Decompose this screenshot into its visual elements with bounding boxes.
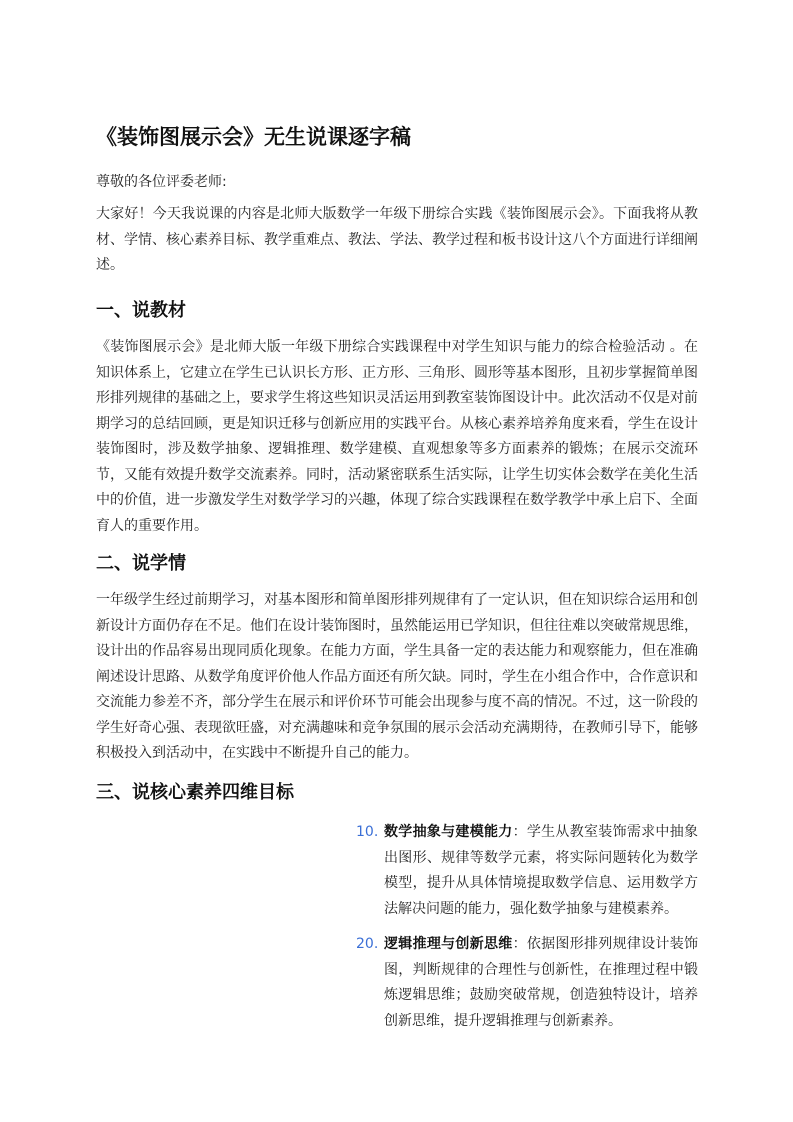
list-item (356, 820, 698, 922)
list-item-text: ：学生从教室装饰需求中抽象出图形、规律等数学元素，将实际问题转化为数学模型，提升从具体情境提取数学信息、运用数学方法解决问题的能力，强化数学抽象与建模素养。 (384, 824, 699, 917)
document-title: 《装饰图展示会》无生说课逐字稿 (96, 125, 411, 149)
greeting-text: 尊敬的各位评委老师: (96, 174, 227, 190)
list-item-term: 数学抽象与建模能力 (384, 824, 513, 840)
intro-paragraph: 大家好！今天我说课的内容是北师大版数学一年级下册综合实践《装饰图展示会》。下面我将从教材、学情、核心素养目标、教学重难点、教法、学法、教学过程和板书设计这八个方面进行详细阐述。 (96, 206, 698, 273)
section-heading-students: 二、说学情 (96, 553, 186, 574)
section-body-students: 一年级学生经过前期学习，对基本图形和简单图形排列规律有了一定认识，但在知识综合运用和创新设计方面仍存在不足。他们在设计装饰图时，虽然能运用已学知识，但往往难以突破常规思维，设计出的作品容易出现同质化现象。在能力方面，学生具备一定的表达能力和观察能力，但在准确阐述设计思路、从数学角度评价他人作品方面还有所欠缺。同时，学生在小组合作中，合作意识和交流能力参差不齐，部分学生在展示和评价环节可能会出现参与度不高的情况。不过，这一阶段的学生好奇心强、表现欲旺盛，对充满趣味和竞争氛围的展示会活动充满期待，在教师引导下，能够积极投入到活动中，在实践中不断提升自己的能力。 (96, 592, 698, 761)
list-item-text: ：依据图形排列规律设计装饰图，判断规律的合理性与创新性，在推理过程中锻炼逻辑思维；鼓励突破常规，创造独特设计，培养创新思维，提升逻辑推理与创新素养。 (384, 936, 699, 1029)
list-item-term: 逻辑推理与创新思维 (384, 936, 513, 952)
list-item-number: 20. (356, 936, 379, 952)
section-body-textbook: 《装饰图展示会》是北师大版一年级下册综合实践课程中对学生知识与能力的综合检验活动 。在知识体系上，它建立在学生已认识长方形、正方形、三角形、圆形等基本图形，且初步掌握简单图形排列规律的基础之上，要求学生将这些知识灵活运用到教室装饰图设计中。此次活动不仅是对前期学习的总结回顾，更是知识迁移与创新应用的实践平台。从核心素养培养角度来看，学生在设计装饰图时，涉及数学抽象、逻辑推理、数学建模、直观想象等多方面素养的锻炼；在展示交流环节，又能有效提升数学交流素养。同时，活动紧密联系生活实际，让学生切实体会数学在美化生活中的价值，进一步激发学生对数学学习的兴趣，体现了综合实践课程在数学教学中承上启下、全面育人的重要作用。 (96, 339, 698, 534)
list-item (356, 932, 698, 1034)
goals-list (356, 820, 698, 1044)
section-heading-goals: 三、说核心素养四维目标 (96, 782, 294, 803)
section-heading-textbook: 一、说教材 (96, 300, 186, 321)
list-item-number: 10. (356, 824, 379, 840)
